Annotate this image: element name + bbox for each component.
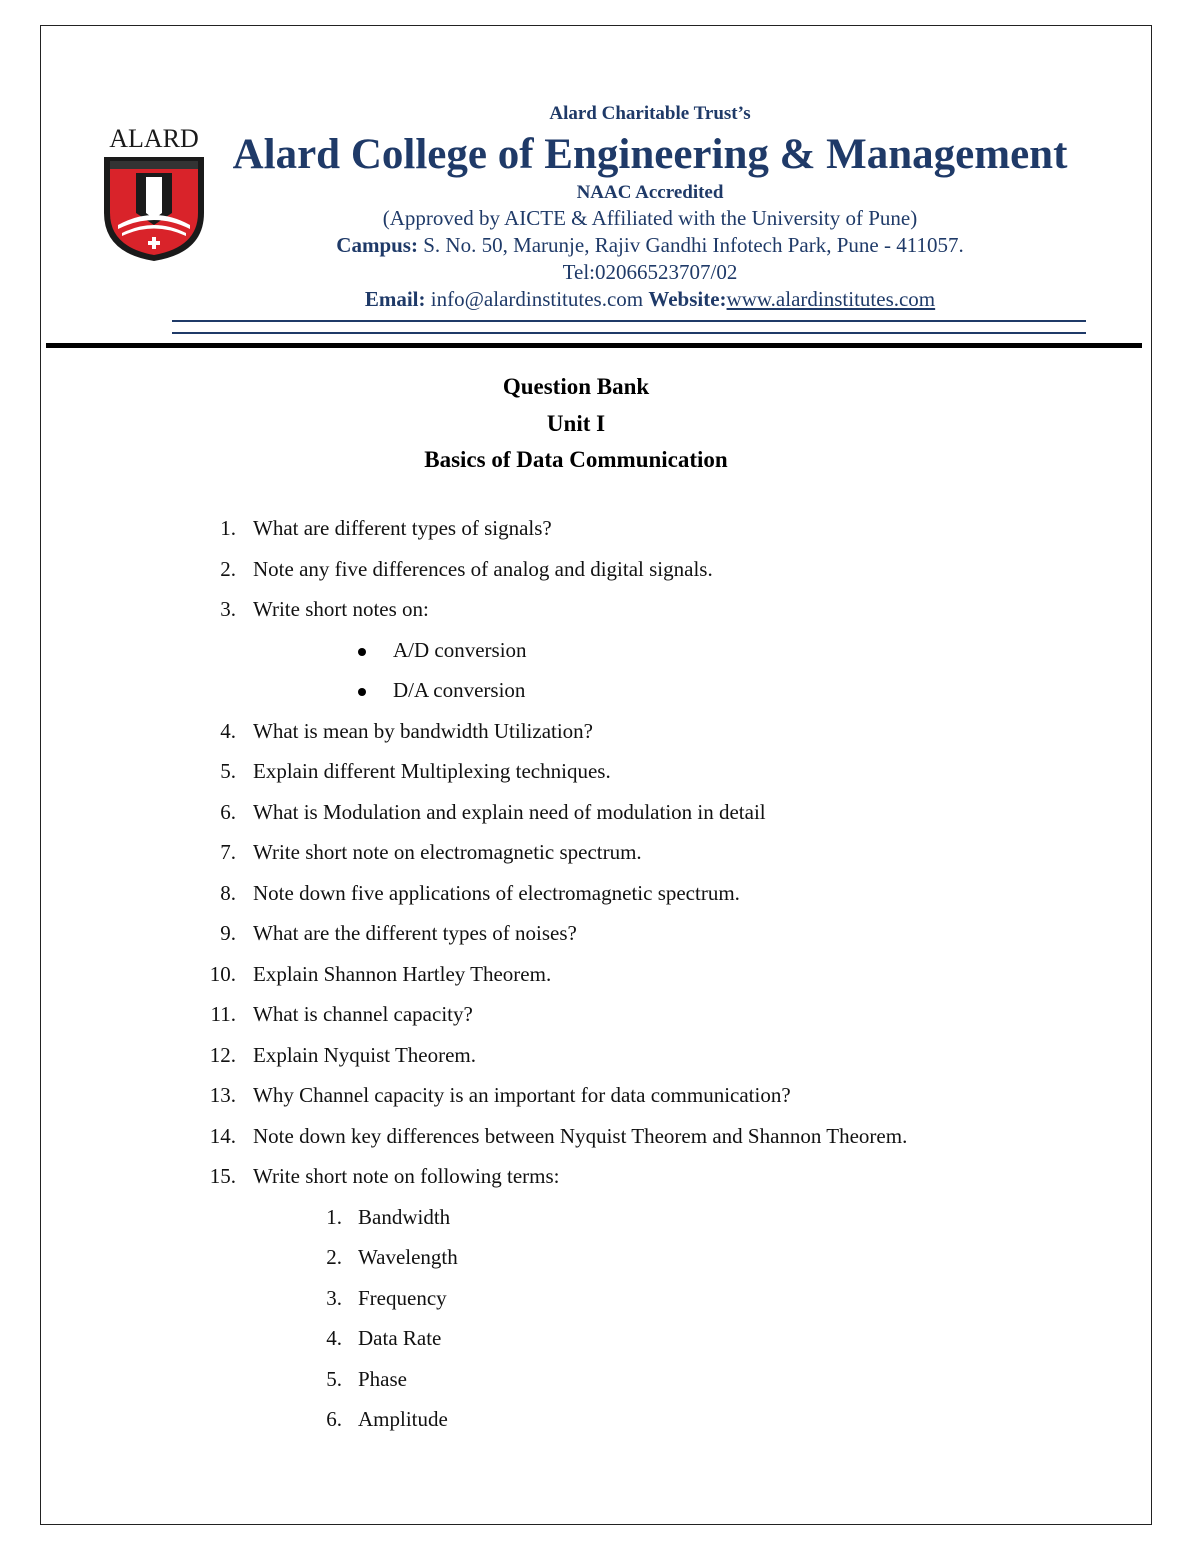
term-item-number: 1. [326,1204,342,1229]
question-item-number: 12. [209,1042,236,1067]
term-item-text: Bandwidth [358,1204,451,1229]
term-item-number: 5. [326,1366,342,1391]
question-item-text: Write short note on following terms: [253,1164,560,1188]
logo-text: ALARD [109,125,199,153]
question-item-number: 14. [209,1123,236,1148]
document-title: Question Bank [502,374,650,399]
term-item-text: Amplitude [358,1407,448,1431]
term-item-number: 2. [326,1245,342,1269]
college-logo [96,125,212,265]
question-item-text: Explain different Multiplexing techniques. [253,759,611,783]
approval-line: (Approved by AICTE & Affiliated with the University of Pune) [382,206,918,230]
question-item-number: 9. [220,921,236,945]
term-item-number: 6. [326,1407,342,1431]
campus-address [200,233,1100,258]
trust-name: Alard Charitable Trust’s [549,103,751,124]
topic-title: Basics of Data Communication [424,447,728,472]
term-item-number: 3. [326,1285,342,1310]
question-item-text: What are the different types of noises? [253,921,577,945]
term-item-text: Frequency [358,1285,447,1310]
question-item-text: Write short notes on: [253,597,429,621]
campus-label: Campus: [336,233,418,257]
college-name: Alard College of Engineering & Management [232,131,1068,178]
accreditation: NAAC Accredited [576,182,724,203]
question-item-number: 13. [209,1083,236,1107]
question-item-text: Note any five differences of analog and digital signals. [253,556,713,581]
unit-title: Unit I [546,411,606,436]
question-item-text: Explain Nyquist Theorem. [253,1042,476,1067]
bullet-text: D/A conversion [393,678,526,702]
question-item-text: What is Modulation and explain need of modulation in detail [253,799,766,824]
header-divider [46,343,1142,348]
campus-text: S. No. 50, Marunje, Rajiv Gandhi Infotech Park, Pune - 411057. [417,233,964,257]
term-item-text: Wavelength [358,1245,458,1269]
telephone: Tel:02066523707/02 [562,260,738,284]
question-item-number: 2. [220,556,236,581]
question-item-number: 5. [220,759,236,783]
question-item-text: Explain Shannon Hartley Theorem. [253,961,552,986]
question-item-text: What are different types of signals? [253,516,552,540]
question-item-text: Note down key differences between Nyquist Theorem and Shannon Theorem. [253,1123,908,1148]
website-label: Website: [648,287,727,311]
question-item-text: What is channel capacity? [253,1002,473,1026]
question-item-number: 11. [210,1002,236,1026]
question-item-number: 4. [220,718,236,743]
contact-line [200,287,1100,312]
term-item-text: Data Rate [358,1326,442,1350]
question-item-number: 10. [209,961,236,986]
term-item-text: Phase [358,1366,407,1391]
bullet-icon [358,648,366,656]
email-address[interactable]: info@alardinstitutes.com [425,287,649,311]
double-line-divider [172,320,1086,334]
website-link[interactable]: www.alardinstitutes.com [726,287,936,311]
bullet-icon [358,688,366,696]
question-item-number: 3. [220,597,236,621]
bullet-text: A/D conversion [393,637,527,662]
question-item-text: Why Channel capacity is an important for data communication? [253,1083,791,1107]
question-item-text: Write short note on electromagnetic spectrum. [253,840,642,864]
question-item-number: 8. [220,880,236,905]
term-item-number: 4. [326,1326,342,1350]
question-item-number: 1. [220,516,236,540]
email-label: Email: [364,287,426,311]
question-item-number: 6. [220,799,236,824]
question-item-number: 15. [209,1164,236,1188]
question-item-text: What is mean by bandwidth Utilization? [253,718,593,743]
question-item-number: 7. [220,840,236,864]
question-item-text: Note down five applications of electromagnetic spectrum. [253,880,740,905]
